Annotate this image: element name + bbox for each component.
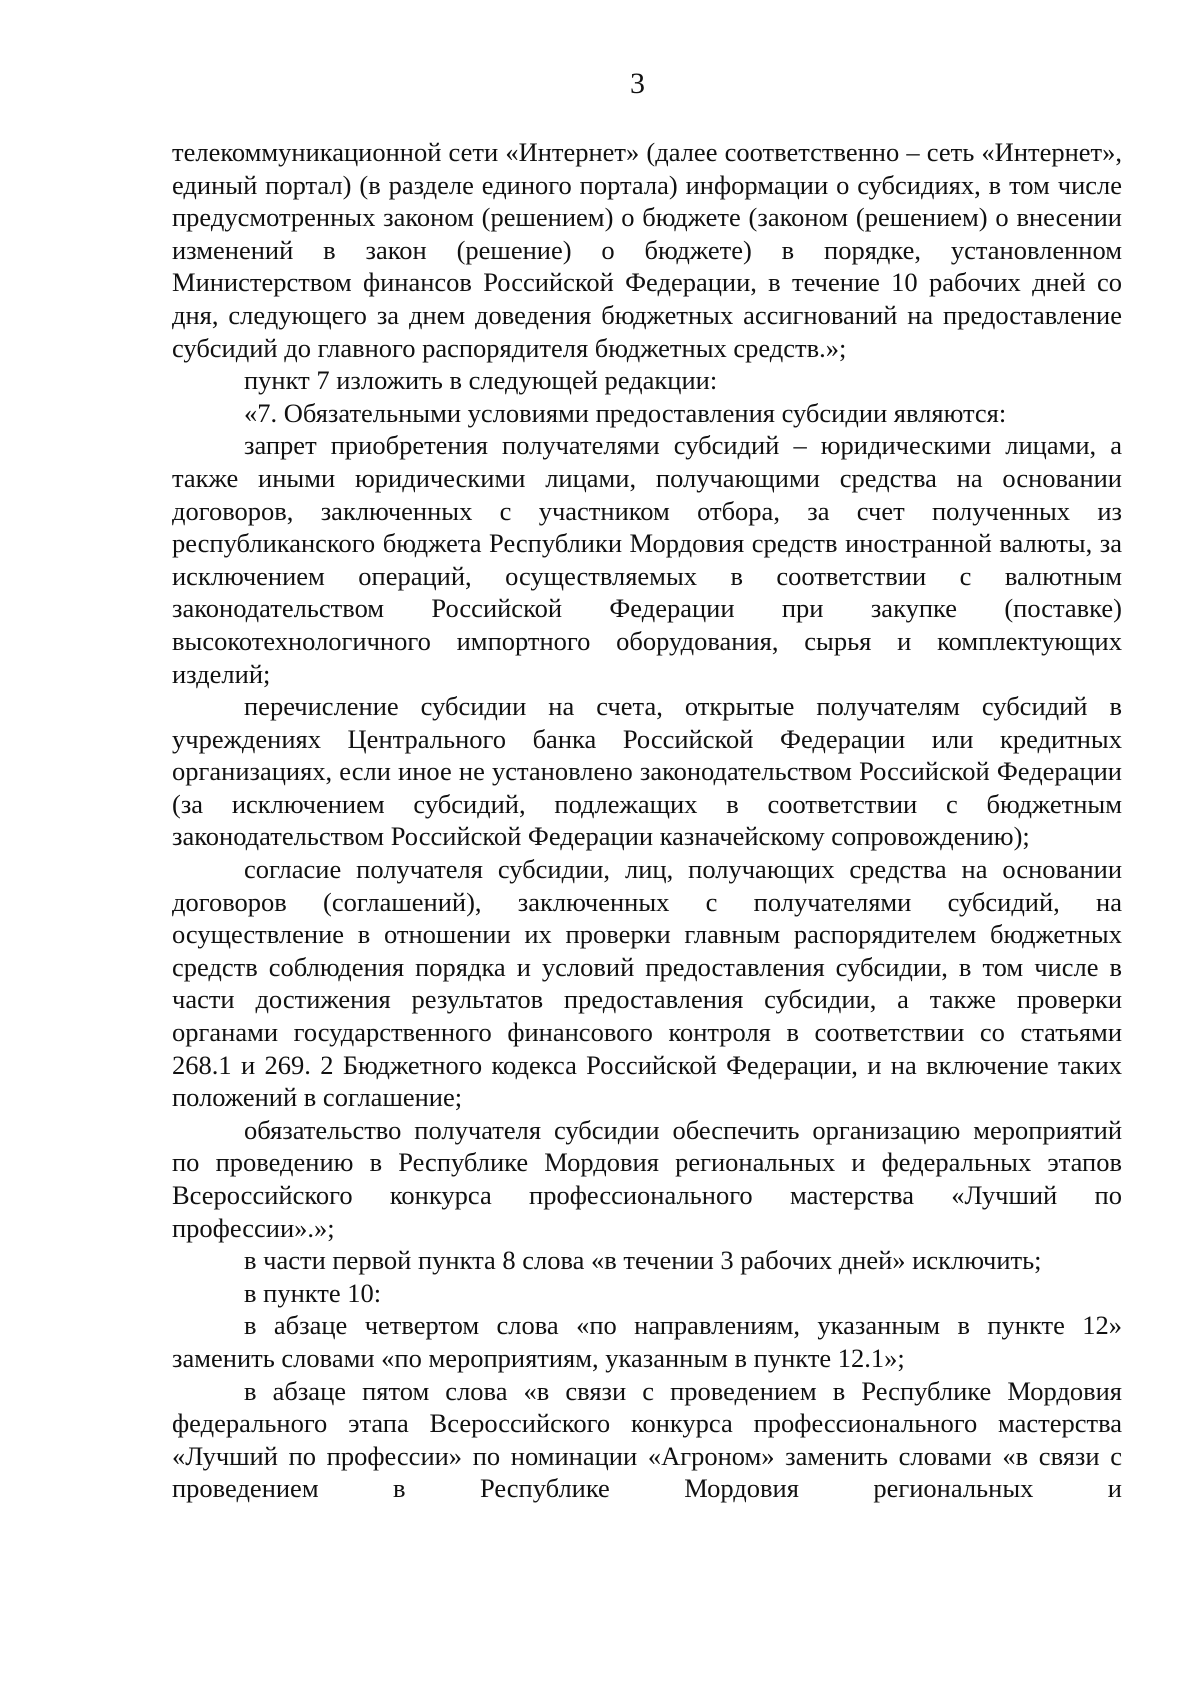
paragraph-consent-to-inspection: согласие получателя субсидии, лиц, получающих средства на основании договоров (соглашений), заключенных с получателями субсидий, на осуществление в отношении их проверки главным распорядителем бюджетных средств соблюдения порядка и условий предоставления субсидии, в том числе в части достижения результатов предоставления субсидии, а также проверки органами государственного финансового контроля в соответствии со статьями 268.1 и 269. 2 Бюджетного кодекса Российской Федерации, и на включение таких положений в соглашение; [172,854,1122,1113]
paragraph-continuation: телекоммуникационной сети «Интернет» (далее соответственно – сеть «Интернет», единый портал) (в разделе единого портала) информации о субсидиях, в том числе предусмотренных законом (решением) о бюджете (законом (решением) о внесении изменений в закон (решение) о бюджете) в порядке, установленном Министерством финансов Российской Федерации, в течение 10 рабочих дней со дня, следующего за днем доведения бюджетных ассигнований на предоставление субсидий до главного распорядителя бюджетных средств.»; [172,137,1122,363]
paragraph-point-10-intro: в пункте 10: [244,1277,382,1308]
paragraph-point-10-para5: в абзаце пятом слова «в связи с проведением в Республике Мордовия федерального этапа Всероссийского конкурса профессионального мастерства «Лучший по профессии» по номинации «Агроном» заменить словами «в связи с проведением в Республике Мордовия региональных и [172,1375,1122,1504]
document-body [172,136,1122,1505]
paragraph-obligation: обязательство получателя субсидии обеспечить организацию мероприятий по проведению в Республике Мордовия региональных и федеральных этапов Всероссийского конкурса профессионального мастерства «Лучший по профессии».»; [172,1114,1122,1243]
paragraph-point-7-heading: «7. Обязательными условиями предоставления субсидии являются: [244,397,1007,428]
page-number: 3 [630,67,645,100]
paragraph-point-10-para4: в абзаце четвертом слова «по направлениям, указанным в пункте 12» заменить словами «по мероприятиям, указанным в пункте 12.1»; [172,1310,1122,1373]
paragraph-point-8: в части первой пункта 8 слова «в течении 3 рабочих дней» исключить; [244,1245,1042,1276]
paragraph-point-7-intro: пункт 7 изложить в следующей редакции: [244,365,718,396]
paragraph-subsidy-transfer: перечисление субсидии на счета, открытые получателям субсидий в учреждениях Центрального банка Российской Федерации или кредитных организациях, если иное не установлено законодательством Российской Федерации (за исключением субсидий, подлежащих в соответствии с бюджетным законодательством Российской Федерации казначейскому сопровождению); [172,691,1122,852]
paragraph-currency-prohibition: запрет приобретения получателями субсидий – юридическими лицами, а также иными юридическими лицами, получающими средства на основании договоров, заключенных с участником отбора, за счет полученных из республиканского бюджета Республики Мордовия средств иностранной валюты, за исключением операций, осуществляемых в соответствии с валютным законодательством Российской Федерации при закупке (поставке) высокотехнологичного импортного оборудования, сырья и комплектующих изделий; [172,430,1122,689]
